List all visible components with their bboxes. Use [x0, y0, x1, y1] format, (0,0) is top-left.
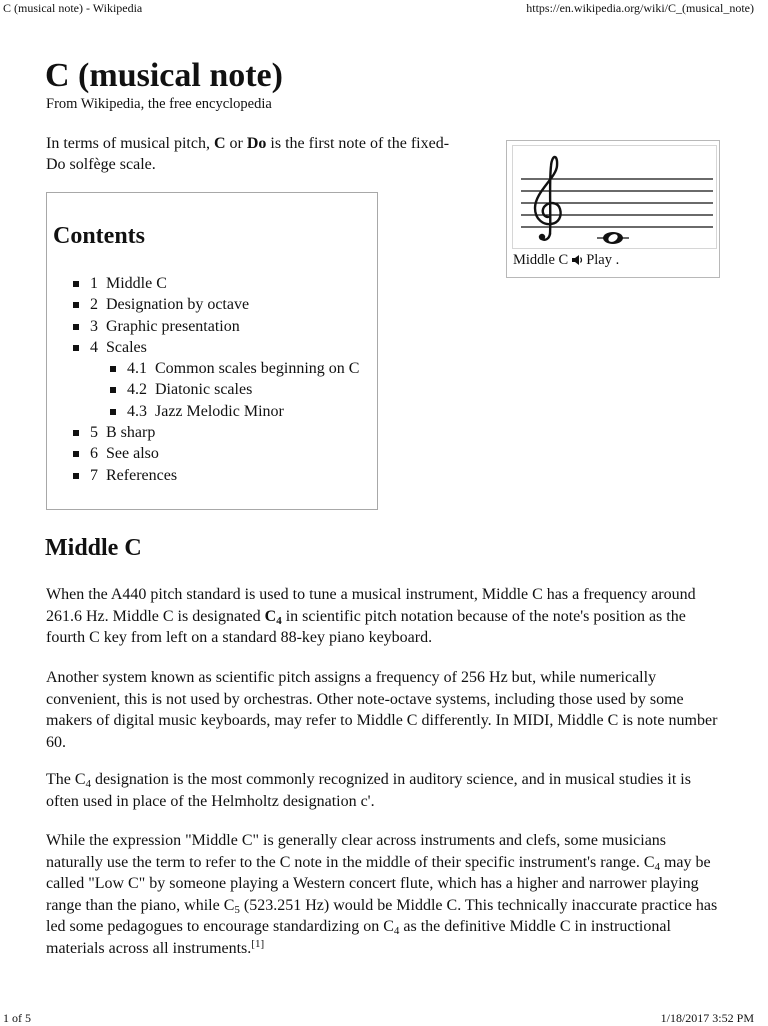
caption-label: Middle C	[513, 252, 569, 268]
infobox-caption	[513, 252, 619, 271]
reference-link-1[interactable]: [1]	[251, 937, 265, 950]
lead-bold-c: C	[213, 135, 226, 152]
toc-item-jazz-melodic-minor[interactable]: 4.3 Jazz Melodic Minor	[110, 401, 359, 422]
toc-item-diatonic-scales[interactable]: 4.2 Diatonic scales	[110, 379, 359, 400]
caption-suffix: .	[611, 252, 620, 268]
lead-paragraph	[46, 133, 456, 175]
toc-item-middle-c[interactable]: 1 Middle C	[73, 273, 359, 294]
toc-item-references[interactable]: 7 References	[73, 465, 359, 486]
lead-text-1: In terms of musical pitch,	[46, 135, 214, 152]
infobox	[506, 140, 720, 278]
toc-item-scales[interactable]: 4 Scales 4.1 Common scales beginning on C 4.2 Diatonic scales 4.3 Jazz Melodic Minor	[73, 337, 359, 422]
toc-sublist-scales	[110, 358, 359, 422]
lead-bold-do: Do	[246, 135, 267, 152]
toc-item-graphic-presentation[interactable]: 3 Graphic presentation	[73, 316, 359, 337]
toc-item-designation-by-octave[interactable]: 2 Designation by octave	[73, 294, 359, 315]
toc-item-see-also[interactable]: 6 See also	[73, 443, 359, 464]
print-header-url[interactable]: https://en.wikipedia.org/wiki/C_(musical_note)	[526, 1, 754, 15]
treble-clef-staff-icon	[513, 146, 716, 248]
lead-text-2: or	[225, 135, 247, 152]
play-link[interactable]: Play	[586, 252, 612, 268]
print-footer-page-counter: 1 of 5	[3, 1011, 31, 1025]
toc-list	[73, 273, 359, 486]
page-tagline: From Wikipedia, the free encyclopedia	[46, 96, 272, 112]
lead-text-3: is the first note of the fixed-Do solfège scale.	[46, 135, 450, 173]
print-footer-timestamp: 1/18/2017 3:52 PM	[660, 1011, 754, 1025]
toc-title: Contents	[53, 223, 146, 249]
c4-bold: $C_4$	[264, 607, 282, 627]
speaker-icon[interactable]	[571, 254, 584, 271]
page-title: C (musical note)	[45, 57, 283, 94]
toc-item-b-sharp[interactable]: 5 B sharp	[73, 422, 359, 443]
paragraph-4: While the expression "Middle C" is generally clear across instruments and clefs, some musicians naturally use the term to refer to the C note in the middle of their specific instrument's range. $C_4$ may be called "Low C" by someone playing a Western concert flute, which has a higher and narrower playing range than the piano, while $C_5$ (523.251 Hz) would be Middle C. This technically inaccurate practice has led some pedagogues to encourage standardizing on $C_4$ as the definitive Middle C in instructional materials across all instruments.[1]	[46, 832, 718, 957]
toc-item-common-scales[interactable]: 4.1 Common scales beginning on C	[110, 358, 359, 379]
staff-image[interactable]	[512, 145, 717, 249]
section-heading-middle-c: Middle C	[45, 535, 142, 561]
table-of-contents	[46, 192, 378, 510]
paragraph-2: Another system known as scientific pitch assigns a frequency of 256 Hz but, while numerically convenient, this is not used by orchestras. Other note-octave systems, including those used by some makers of digital music keyboards, may refer to Middle C differently. In MIDI, Middle C is note number 60.	[46, 669, 718, 751]
print-header-title: C (musical note) - Wikipedia	[3, 1, 143, 15]
middle-c-note-icon	[597, 232, 629, 244]
paragraph-1: When the A440 pitch standard is used to tune a musical instrument, Middle C has a frequency around 261.6 Hz. Middle C is designated $C_4$ in scientific pitch notation because of the note's position as the fourth C key from left on a standard 88-key piano keyboard.	[46, 586, 696, 647]
paragraph-3: The $C_4$ designation is the most commonly recognized in auditory science, and in musical studies it is often used in place of the Helmholtz designation c'.	[46, 771, 691, 810]
